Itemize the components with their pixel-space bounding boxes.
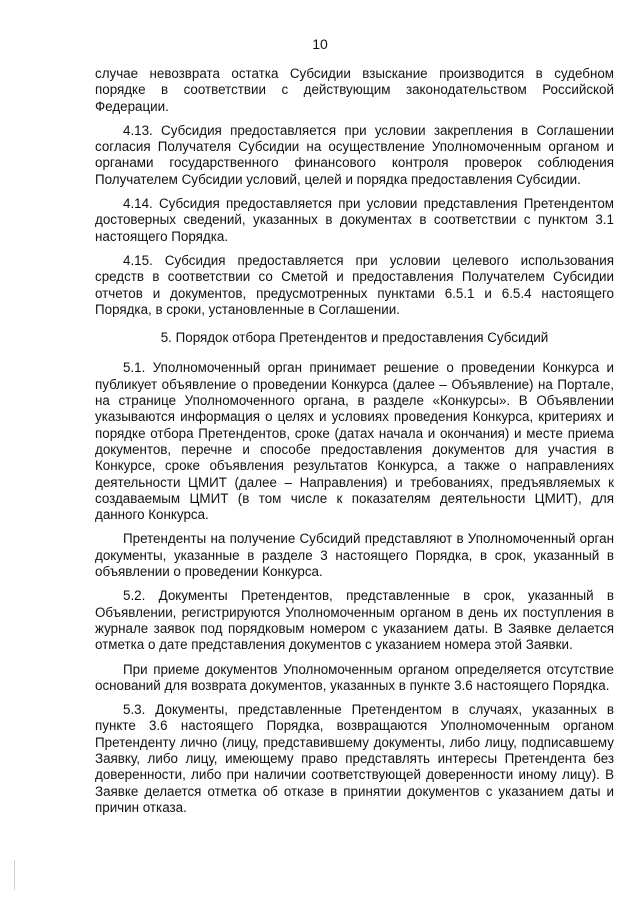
paragraph-4-13: 4.13. Субсидия предоставляется при условии закрепления в Соглашении согласия Получателя Субсидии на осуществление Уполномоченным органом и органами государственного финансового контроля проверок соблюдения Получателем Субсидии условий, целей и порядка предоставления Субсидии.: [95, 122, 614, 187]
paragraph-5-2-acceptance: При приеме документов Уполномоченным органом определяется отсутствие оснований для возврата документов, указанных в пункте 3.6 настоящего Порядка.: [95, 661, 614, 693]
scan-margin-mark: [14, 860, 15, 890]
page-number: 10: [312, 36, 328, 52]
paragraph-5-2: 5.2. Документы Претендентов, представленные в срок, указанный в Объявлении, регистрируются Уполномоченным органом в день их поступления в журнале заявок под порядковым номером с указанием даты. В Заявке делается отметка о дате представления документов с указанием номера этой Заявки.: [95, 588, 614, 653]
paragraph-4-14: 4.14. Субсидия предоставляется при условии представления Претендентом достоверных сведений, указанных в документах в соответствии с пунктом 3.1 настоящего Порядка.: [95, 196, 614, 244]
paragraph-continuation: случае невозврата остатка Субсидии взыскание производится в судебном порядке в соответствии с действующим законодательством Российской Федерации.: [95, 66, 614, 114]
document-body: [95, 66, 614, 824]
paragraph-5-1-applicants: Претенденты на получение Субсидий представляют в Уполномоченный орган документы, указанные в разделе 3 настоящего Порядка, в срок, указанный в объявлении о проведении Конкурса.: [95, 531, 614, 580]
section-heading: 5. Порядок отбора Претендентов и предоставления Субсидий: [160, 330, 549, 346]
paragraph-4-15: 4.15. Субсидия предоставляется при условии целевого использования средств в соответствии со Сметой и предоставления Получателем Субсидии отчетов и документов, предусмотренных пунктами 6.5.1 и 6.5.4 настоящего Порядка, в сроки, установленные в Соглашении.: [95, 252, 614, 317]
paragraph-5-3: 5.3. Документы, представленные Претендентом в случаях, указанных в пункте 3.6 настоящего Порядка, возвращаются Уполномоченным органом Претенденту лично (лицу, представившему документы, либо лицу, подписавшему Заявку, либо лицу, имеющему право представлять интересы Претендента без доверенности, либо при наличии соответствующей доверенности иному лицу). В Заявке делается отметка об отказе в принятии документов с указанием даты и причин отказа.: [95, 702, 614, 815]
paragraph-5-1: 5.1. Уполномоченный орган принимает решение о проведении Конкурса и публикует объявление о проведении Конкурса (далее – Объявление) на Портале, на странице Уполномоченного органа, в разделе «Конкурсы». В Объявлении указываются информация о целях и условиях проведения Конкурса, критериях и порядке отбора Претендентов, сроке (датах начала и окончания) и месте приема документов, перечне и способе предоставления документов для участия в Конкурсе, сроке объявления результатов Конкурса, а также о направлениях деятельности ЦМИТ (далее – Направления) и требованиях, предъявляемых к создаваемым ЦМИТ (в том числе к показателям деятельности ЦМИТ), для данного Конкурса.: [95, 360, 614, 523]
